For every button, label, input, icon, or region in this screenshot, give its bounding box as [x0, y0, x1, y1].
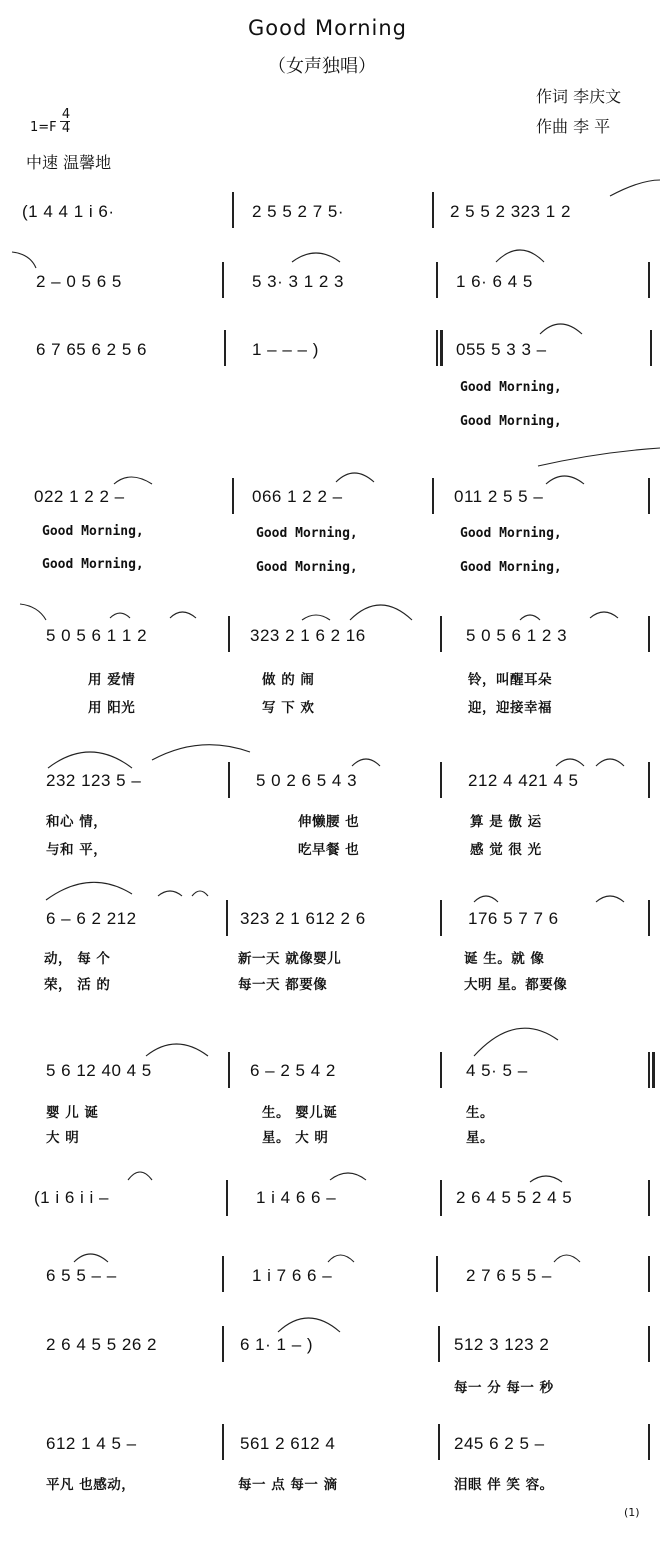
measure-notes: 2 5 5 2 323 1 2 — [450, 202, 571, 221]
lyric-line-1: 新一天 就像婴儿 — [238, 951, 342, 967]
measure-notes: 2 6 4 5 5 26 2 — [46, 1335, 157, 1354]
song-subtitle: （女声独唱） — [268, 56, 376, 77]
lyric-line-1: 用 爱情 — [88, 672, 136, 688]
slur — [474, 1028, 558, 1056]
measure-notes: 1 i 4 6 6 – — [256, 1188, 337, 1207]
lyricist-credit: 作词 李庆文 — [536, 87, 622, 106]
tempo-marking: 中速 温馨地 — [26, 153, 112, 172]
slur — [596, 759, 624, 766]
lyric-line-1: 每一 点 每一 滴 — [238, 1477, 338, 1493]
slur — [328, 1255, 354, 1262]
measure-notes: 066 1 2 2 – — [252, 487, 343, 506]
slur — [170, 612, 196, 618]
lyric-line-2: Good Morning, — [460, 560, 562, 575]
measure-notes: 212 4 421 4 5 — [468, 771, 579, 790]
lyric-line-2: 与和 平， — [46, 842, 108, 858]
slur — [12, 252, 36, 268]
lyric-line-2: 荣， 活 的 — [44, 977, 111, 993]
measure-notes: 5 6 12 40 4 5 — [46, 1061, 152, 1080]
measure-notes: 561 2 612 4 — [240, 1434, 336, 1453]
slur — [538, 448, 660, 466]
slur — [192, 891, 208, 896]
lyric-line-1: Good Morning, — [256, 526, 358, 541]
lyric-line-2: 大明 星。都要像 — [464, 977, 568, 993]
slur — [46, 882, 132, 900]
slur — [540, 324, 582, 334]
measure-notes: 323 2 1 6 2 16 — [250, 626, 366, 645]
slur — [590, 612, 618, 618]
lyric-line-1: Good Morning, — [460, 380, 562, 395]
lyric-line-2: 感 觉 很 光 — [470, 842, 542, 858]
lyric-line-2: Good Morning, — [42, 557, 144, 572]
lyric-line-2: 吃早餐 也 — [298, 842, 360, 858]
lyric-line-1: 平凡 也感动， — [46, 1477, 136, 1493]
measure-notes: 512 3 123 2 — [454, 1335, 550, 1354]
slur — [330, 1173, 366, 1180]
measure-notes: 6 5 5 – – — [46, 1266, 117, 1285]
lyric-line-2: 每一天 都要像 — [238, 977, 328, 993]
lyric-line-2: 星。 大 明 — [262, 1130, 329, 1146]
slur — [128, 1172, 152, 1180]
measure-notes: 2 5 5 2 7 5· — [252, 202, 345, 221]
lyric-line-1: Good Morning, — [42, 524, 144, 539]
composer-credit: 作曲 李 平 — [536, 117, 611, 136]
lyric-line-2: 星。 — [466, 1130, 494, 1146]
slur — [48, 752, 132, 768]
slur — [496, 250, 544, 262]
lyric-line-1: 动， 每 个 — [44, 951, 111, 967]
slur — [546, 476, 584, 484]
measure-notes: 5 0 5 6 1 1 2 — [46, 626, 148, 645]
measure-notes: 2 6 4 5 5 2 4 5 — [456, 1188, 573, 1207]
measure-notes: 1 6· 6 4 5 — [456, 272, 533, 291]
measure-notes: 2 – 0 5 6 5 — [36, 272, 122, 291]
measure-notes: 6 1· 1 – ) — [240, 1335, 314, 1354]
lyric-line-1: 做 的 闹 — [262, 672, 315, 688]
lyric-line-1: 铃，叫醒耳朵 — [468, 672, 552, 688]
slur — [158, 891, 182, 896]
lyric-line-1: 泪眼 伴 笑 容。 — [454, 1477, 554, 1493]
slur — [20, 604, 46, 620]
slur — [350, 605, 412, 620]
lyric-line-2: Good Morning, — [256, 560, 358, 575]
lyric-line-1: 生。 婴儿诞 — [262, 1105, 338, 1121]
measure-notes: 323 2 1 612 2 6 — [240, 909, 366, 928]
lyric-line-1: 每一 分 每一 秒 — [454, 1380, 554, 1396]
lyric-line-1: 和心 情， — [46, 814, 108, 830]
slur — [596, 896, 624, 902]
measure-notes: 1 – – – ) — [252, 340, 319, 359]
measure-notes: 232 123 5 – — [46, 771, 142, 790]
lyric-line-1: Good Morning, — [460, 526, 562, 541]
measure-notes: 176 5 7 7 6 — [468, 909, 559, 928]
measure-notes: 1 i 7 6 6 – — [252, 1266, 333, 1285]
lyric-line-1: 伸懒腰 也 — [298, 814, 360, 830]
measure-notes: 245 6 2 5 – — [454, 1434, 545, 1453]
measure-notes: 5 0 5 6 1 2 3 — [466, 626, 568, 645]
lyric-line-1: 生。 — [466, 1105, 494, 1121]
slur — [302, 615, 330, 620]
slur — [152, 745, 250, 760]
lyric-line-2: 用 阳光 — [88, 700, 136, 716]
page-number: (1) — [624, 1506, 640, 1519]
slur — [520, 615, 540, 620]
slur — [114, 477, 152, 484]
lyric-line-2: Good Morning, — [460, 414, 562, 429]
slur — [352, 759, 380, 766]
measure-notes: 5 0 2 6 5 4 3 — [256, 771, 358, 790]
slur — [110, 613, 130, 618]
slur — [556, 759, 584, 766]
lyric-line-1: 诞 生。就 像 — [464, 951, 545, 967]
measure-notes: 4 5· 5 – — [466, 1061, 528, 1080]
slur — [336, 473, 374, 482]
measure-notes: 5 3· 3 1 2 3 — [252, 272, 345, 291]
slur — [530, 1176, 562, 1182]
measure-notes: 055 5 3 3 – — [456, 340, 547, 359]
time-signature-top: 4 — [61, 107, 71, 122]
song-title: Good Morning — [248, 16, 407, 40]
measure-notes: 612 1 4 5 – — [46, 1434, 137, 1453]
measure-notes: 011 2 5 5 – — [454, 487, 544, 506]
measure-notes: 022 1 2 2 – — [34, 487, 125, 506]
lyric-line-2: 大 明 — [46, 1130, 80, 1146]
measure-notes: (1 i 6 i i – — [34, 1188, 109, 1207]
measure-notes: 6 – 2 5 4 2 — [250, 1061, 336, 1080]
slur — [292, 253, 340, 262]
measure-notes: 6 7 65 6 2 5 6 — [36, 340, 147, 359]
lyric-line-2: 写 下 欢 — [262, 700, 315, 716]
slur — [146, 1044, 208, 1056]
lyric-line-2: 迎，迎接幸福 — [468, 700, 552, 716]
key-signature: 1=F — [30, 120, 57, 135]
slur — [74, 1254, 108, 1262]
slur — [554, 1255, 580, 1262]
slur — [474, 896, 498, 902]
measure-notes: 6 – 6 2 212 — [46, 909, 137, 928]
slur — [610, 180, 660, 196]
lyric-line-1: 算 是 傲 运 — [470, 814, 542, 830]
measure-notes: 2 7 6 5 5 – — [466, 1266, 552, 1285]
measure-notes: (1 4 4 1 i 6· — [22, 202, 115, 221]
time-signature-bottom: 4 — [61, 121, 71, 136]
slur — [278, 1318, 340, 1332]
lyric-line-1: 婴 儿 诞 — [46, 1105, 99, 1121]
